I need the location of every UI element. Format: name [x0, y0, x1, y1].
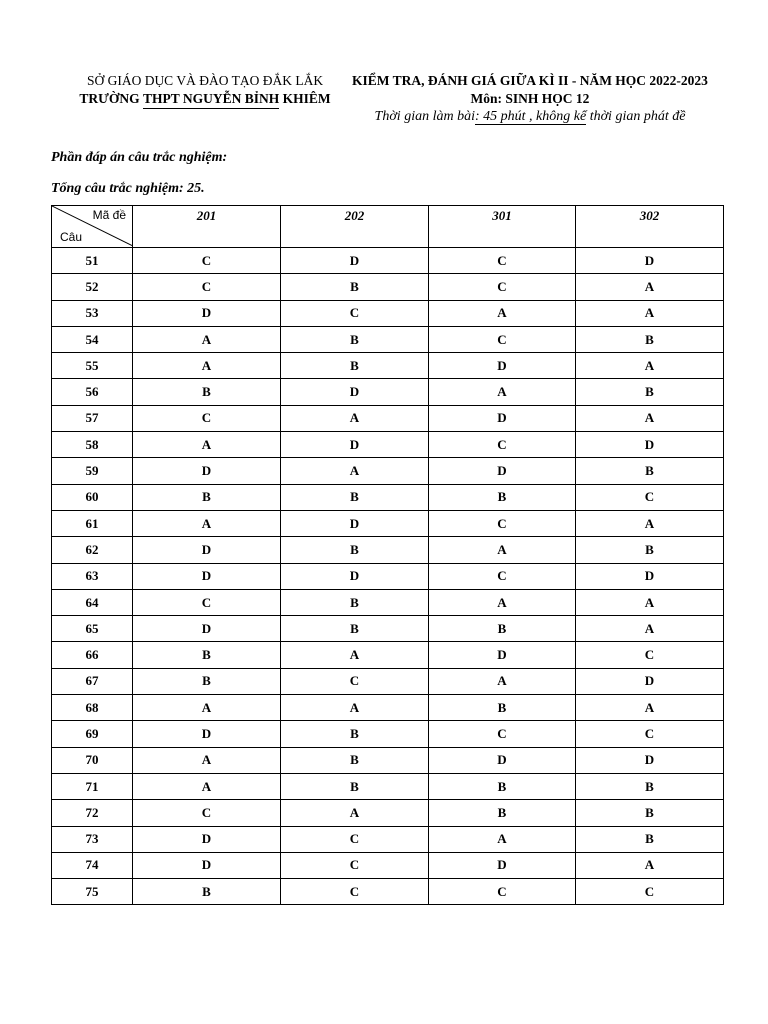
answer-cell: A	[576, 405, 724, 431]
answer-cell: D	[429, 405, 576, 431]
answer-cell: B	[576, 326, 724, 352]
table-row	[52, 274, 724, 300]
exam-title: KIỂM TRA, ĐÁNH GIÁ GIỮA KÌ II - NĂM HỌC 2022-2023	[352, 73, 708, 88]
table-row	[52, 537, 724, 563]
answer-cell: A	[133, 326, 281, 352]
answer-cell: D	[576, 747, 724, 773]
table-row	[52, 721, 724, 747]
table-row	[52, 616, 724, 642]
answer-cell: B	[281, 484, 429, 510]
answer-cell: C	[576, 879, 724, 905]
answer-cell: A	[281, 405, 429, 431]
answer-cell: C	[576, 721, 724, 747]
answer-cell: A	[133, 510, 281, 536]
answer-cell: A	[281, 458, 429, 484]
answer-rows	[52, 248, 724, 905]
answer-cell: C	[133, 248, 281, 274]
answer-cell: B	[281, 747, 429, 773]
answer-cell: C	[429, 432, 576, 458]
answer-cell: D	[133, 563, 281, 589]
header-left	[60, 72, 350, 109]
answer-cell: C	[133, 800, 281, 826]
answer-cell: B	[429, 773, 576, 799]
question-number-cell: 69	[52, 721, 133, 747]
school-suffix: KHIÊM	[279, 91, 331, 106]
exam-code-header: 202	[281, 206, 429, 248]
question-number-cell: 61	[52, 510, 133, 536]
question-number-cell: 72	[52, 800, 133, 826]
answer-cell: B	[281, 721, 429, 747]
question-label: Câu	[60, 230, 83, 244]
answer-cell: C	[281, 852, 429, 878]
table-row	[52, 458, 724, 484]
school-name	[60, 90, 350, 109]
answer-cell: B	[133, 379, 281, 405]
table-row	[52, 826, 724, 852]
answer-cell: D	[281, 510, 429, 536]
question-number-cell: 53	[52, 300, 133, 326]
answer-cell: B	[576, 826, 724, 852]
exam-code-header: 201	[133, 206, 281, 248]
answer-cell: B	[133, 668, 281, 694]
answer-cell: A	[576, 852, 724, 878]
table-row	[52, 379, 724, 405]
question-number-cell: 70	[52, 747, 133, 773]
answer-cell: A	[133, 747, 281, 773]
answer-cell: A	[429, 379, 576, 405]
table-row	[52, 695, 724, 721]
answer-cell: D	[281, 248, 429, 274]
answer-cell: B	[281, 773, 429, 799]
answer-cell: A	[429, 589, 576, 615]
question-number-cell: 62	[52, 537, 133, 563]
table-row	[52, 353, 724, 379]
answer-cell: B	[576, 773, 724, 799]
answer-cell: B	[429, 695, 576, 721]
answer-cell: D	[429, 642, 576, 668]
answer-cell: C	[281, 879, 429, 905]
answer-cell: D	[133, 537, 281, 563]
question-number-cell: 75	[52, 879, 133, 905]
answer-cell: A	[429, 668, 576, 694]
answer-cell: A	[429, 537, 576, 563]
table-row	[52, 747, 724, 773]
table-row	[52, 432, 724, 458]
answer-cell: D	[133, 616, 281, 642]
question-number-cell: 71	[52, 773, 133, 799]
answer-key-table	[51, 205, 724, 905]
time-suffix: thời gian phát đề	[586, 109, 686, 124]
table-row	[52, 405, 724, 431]
answer-cell: C	[429, 721, 576, 747]
answer-cell: A	[281, 642, 429, 668]
question-number-cell: 67	[52, 668, 133, 694]
answer-cell: B	[133, 879, 281, 905]
answer-cell: D	[133, 852, 281, 878]
answer-cell: B	[281, 616, 429, 642]
answer-cell: C	[429, 248, 576, 274]
answer-cell: D	[281, 432, 429, 458]
answer-cell: B	[133, 642, 281, 668]
answer-cell: A	[281, 800, 429, 826]
answer-cell: C	[281, 300, 429, 326]
question-number-cell: 52	[52, 274, 133, 300]
answer-cell: D	[281, 563, 429, 589]
answer-cell: D	[576, 248, 724, 274]
answer-cell: A	[576, 616, 724, 642]
question-number-cell: 59	[52, 458, 133, 484]
answer-cell: C	[281, 826, 429, 852]
time-prefix: Thời gian làm bài	[374, 109, 475, 124]
question-number-cell: 56	[52, 379, 133, 405]
answer-cell: D	[576, 432, 724, 458]
question-number-cell: 66	[52, 642, 133, 668]
table-row	[52, 326, 724, 352]
school-prefix: TRƯỜNG	[79, 91, 143, 106]
time-underlined: : 45 phút , không kể	[474, 109, 587, 124]
corner-header-cell	[52, 206, 133, 248]
question-number-cell: 54	[52, 326, 133, 352]
question-number-cell: 58	[52, 432, 133, 458]
school-underlined: THPT NGUYỄN BỈNH	[143, 90, 279, 109]
answer-cell: C	[576, 642, 724, 668]
answer-cell: B	[429, 484, 576, 510]
exam-code-header: 301	[429, 206, 576, 248]
answer-cell: D	[429, 458, 576, 484]
table-row	[52, 879, 724, 905]
answer-cell: B	[429, 616, 576, 642]
table-row	[52, 484, 724, 510]
answer-cell: A	[576, 589, 724, 615]
answer-cell: A	[576, 695, 724, 721]
answer-cell: A	[429, 826, 576, 852]
answers-section-title: Phần đáp án câu trắc nghiệm:	[51, 150, 228, 165]
answer-cell: A	[133, 773, 281, 799]
answer-cell: C	[133, 405, 281, 431]
question-number-cell: 65	[52, 616, 133, 642]
answer-cell: A	[576, 510, 724, 536]
exam-code-label: Mã đề	[92, 208, 126, 222]
answer-cell: B	[281, 537, 429, 563]
answer-cell: B	[576, 458, 724, 484]
answer-cell: C	[429, 274, 576, 300]
answer-cell: D	[576, 668, 724, 694]
answer-cell: A	[133, 695, 281, 721]
answer-cell: B	[281, 326, 429, 352]
exam-code-header: 302	[576, 206, 724, 248]
answer-cell: D	[133, 300, 281, 326]
table-row	[52, 589, 724, 615]
table-row	[52, 510, 724, 536]
answer-cell: C	[429, 510, 576, 536]
answer-cell: C	[576, 484, 724, 510]
answer-cell: D	[429, 353, 576, 379]
answer-cell: A	[281, 695, 429, 721]
question-number-cell: 51	[52, 248, 133, 274]
answer-cell: D	[133, 721, 281, 747]
answer-cell: B	[576, 379, 724, 405]
question-number-cell: 63	[52, 563, 133, 589]
question-number-cell: 68	[52, 695, 133, 721]
question-number-cell: 57	[52, 405, 133, 431]
answer-cell: B	[429, 800, 576, 826]
answer-cell: A	[133, 432, 281, 458]
table-row	[52, 773, 724, 799]
answer-cell: D	[429, 852, 576, 878]
question-number-cell: 64	[52, 589, 133, 615]
exam-subject: Môn: SINH HỌC 12	[470, 91, 590, 106]
answer-cell: D	[429, 747, 576, 773]
exam-time	[345, 108, 715, 126]
table-row	[52, 852, 724, 878]
table-header-row	[52, 206, 724, 248]
header-right	[345, 72, 715, 126]
table-row	[52, 248, 724, 274]
total-questions-title: Tổng câu trắc nghiệm: 25.	[51, 181, 205, 196]
answer-cell: C	[429, 563, 576, 589]
question-number-cell: 74	[52, 852, 133, 878]
answer-cell: A	[429, 300, 576, 326]
answer-cell: D	[281, 379, 429, 405]
table-row	[52, 668, 724, 694]
question-number-cell: 55	[52, 353, 133, 379]
answer-cell: A	[576, 300, 724, 326]
answer-cell: B	[576, 800, 724, 826]
table-row	[52, 800, 724, 826]
answer-cell: B	[281, 353, 429, 379]
answer-cell: A	[576, 353, 724, 379]
question-number-cell: 60	[52, 484, 133, 510]
table-row	[52, 563, 724, 589]
answer-cell: B	[281, 589, 429, 615]
table-row	[52, 642, 724, 668]
answer-cell: D	[576, 563, 724, 589]
answer-cell: A	[576, 274, 724, 300]
answer-cell: B	[133, 484, 281, 510]
answer-cell: A	[133, 353, 281, 379]
answer-cell: C	[429, 326, 576, 352]
answer-cell: D	[133, 458, 281, 484]
answer-cell: B	[576, 537, 724, 563]
department-name: SỞ GIÁO DỤC VÀ ĐÀO TẠO ĐẮK LẮK	[86, 73, 324, 88]
answer-cell: C	[133, 274, 281, 300]
question-number-cell: 73	[52, 826, 133, 852]
answer-cell: D	[133, 826, 281, 852]
answer-cell: C	[429, 879, 576, 905]
table-row	[52, 300, 724, 326]
answer-cell: C	[281, 668, 429, 694]
answer-cell: B	[281, 274, 429, 300]
answer-cell: C	[133, 589, 281, 615]
